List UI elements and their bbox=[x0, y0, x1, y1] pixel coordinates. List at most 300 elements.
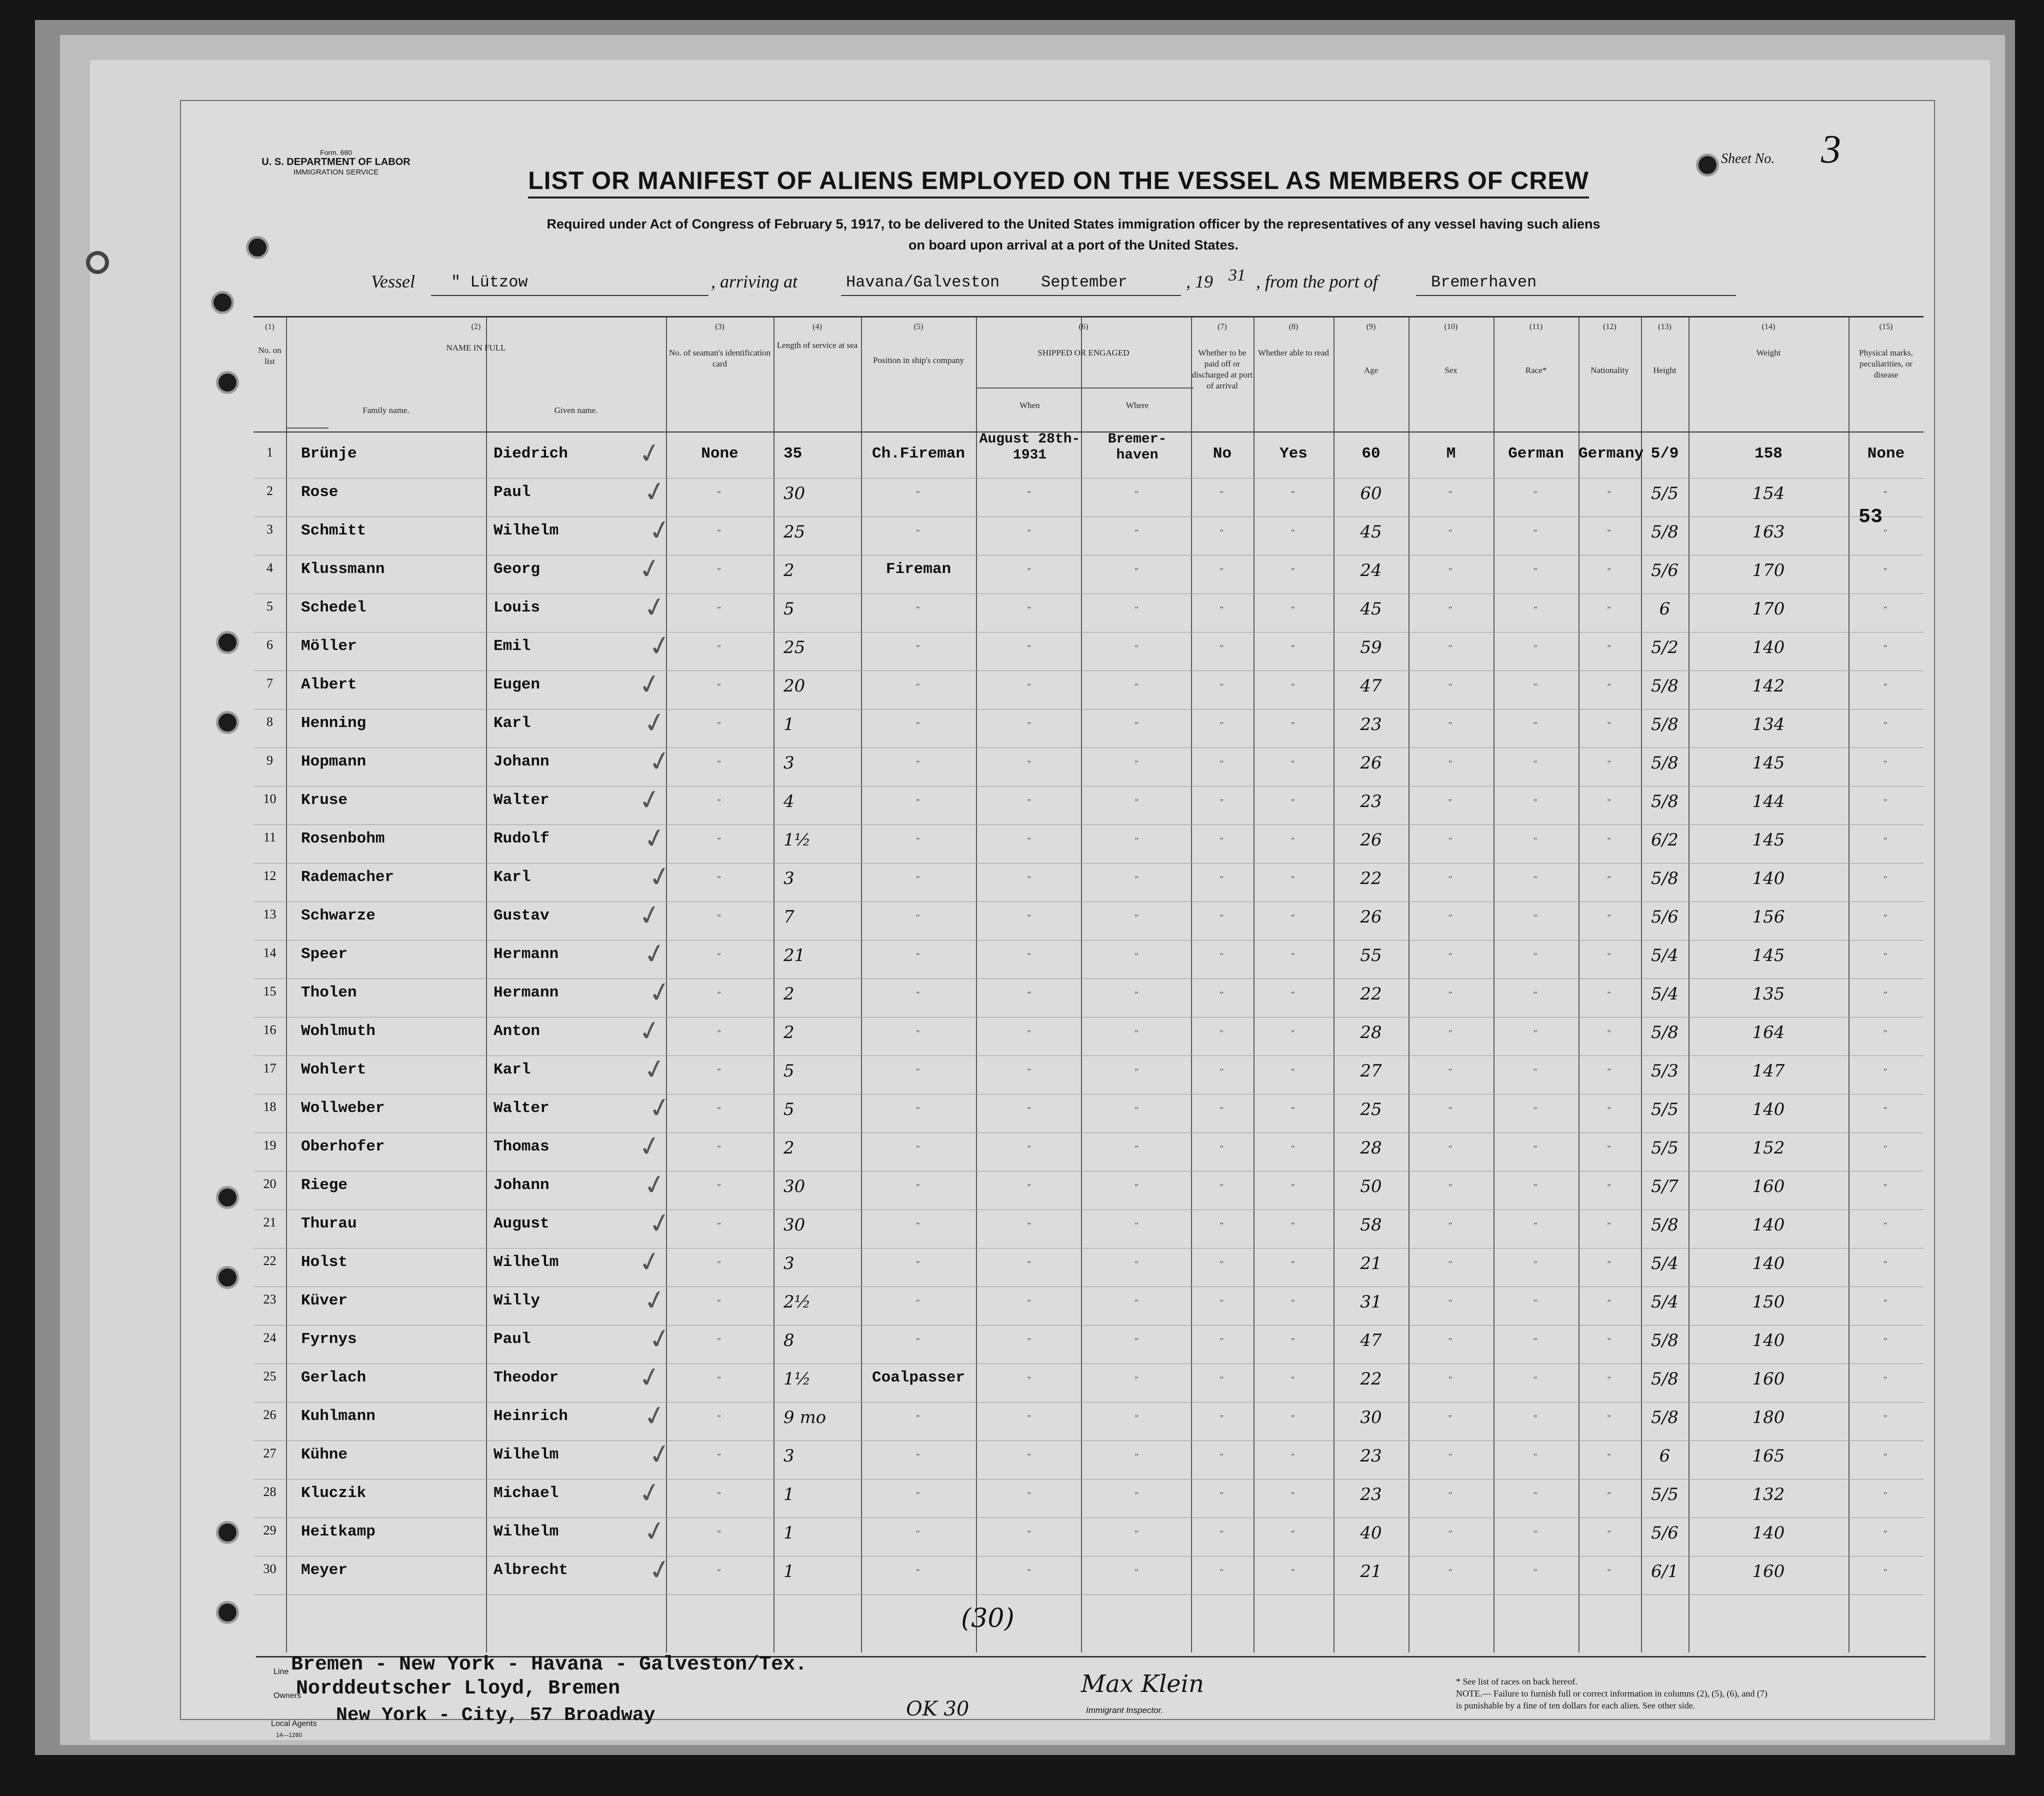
cell-age: 21 bbox=[1360, 1254, 1382, 1274]
cell-length: 3 bbox=[784, 1254, 794, 1274]
table-row-rule bbox=[254, 1440, 1924, 1441]
cell-height: 5/4 bbox=[1651, 1254, 1678, 1274]
ditto-mark: ” bbox=[916, 798, 920, 806]
ditto-mark: ” bbox=[916, 1491, 920, 1500]
cell-age: 47 bbox=[1360, 1330, 1382, 1350]
cell-weight: 160 bbox=[1752, 1176, 1785, 1196]
ditto-mark: ” bbox=[1220, 1029, 1224, 1038]
ditto-mark: ” bbox=[717, 1452, 721, 1461]
ditto-mark: ” bbox=[1220, 1260, 1224, 1268]
ditto-mark: ” bbox=[1534, 644, 1538, 652]
ditto-mark: ” bbox=[1134, 760, 1138, 768]
ditto-mark: ” bbox=[1448, 1376, 1452, 1384]
cell-no: 7 bbox=[266, 676, 273, 690]
cell-height: 5/6 bbox=[1651, 1523, 1678, 1543]
ditto-mark: ” bbox=[916, 490, 920, 498]
table-row-rule bbox=[254, 555, 1924, 556]
cell-weight: 145 bbox=[1752, 753, 1785, 773]
table-row-rule bbox=[254, 978, 1924, 979]
cell-given: Louis bbox=[494, 599, 540, 616]
ditto-mark: ” bbox=[1607, 914, 1611, 922]
ditto-mark: ” bbox=[1027, 798, 1031, 806]
ditto-mark: ” bbox=[1534, 682, 1538, 691]
cell-age: 59 bbox=[1360, 638, 1382, 658]
ditto-mark: ” bbox=[1607, 1414, 1611, 1422]
cell-given: Wilhelm bbox=[494, 1523, 559, 1540]
ditto-mark: ” bbox=[1291, 836, 1295, 845]
cell-height: 5/4 bbox=[1651, 946, 1678, 966]
ditto-mark: ” bbox=[1448, 567, 1452, 576]
ditto-mark: ” bbox=[1220, 952, 1224, 960]
cell-length: 1 bbox=[784, 1562, 794, 1582]
cell-age: 23 bbox=[1360, 1446, 1382, 1466]
ditto-mark: ” bbox=[1220, 1414, 1224, 1422]
sheet-number: 3 bbox=[1821, 128, 1841, 172]
cell-no: 6 bbox=[266, 638, 273, 652]
ditto-mark: ” bbox=[1220, 721, 1224, 730]
cell-length: 2 bbox=[784, 560, 794, 580]
ditto-mark: ” bbox=[1448, 1530, 1452, 1538]
cell-no: 22 bbox=[263, 1254, 276, 1268]
ditto-mark: ” bbox=[1134, 1491, 1138, 1500]
cell-length: 1 bbox=[784, 1523, 794, 1543]
check-mark: ✓ bbox=[646, 628, 674, 664]
ditto-mark: ” bbox=[1607, 567, 1611, 576]
cell-family: Küver bbox=[301, 1292, 348, 1310]
cell-given: Gustav bbox=[494, 907, 550, 924]
header-weight: Weight bbox=[1756, 348, 1781, 358]
punch-hole bbox=[246, 236, 269, 259]
cell-age: 45 bbox=[1360, 522, 1382, 542]
ditto-mark: ” bbox=[916, 760, 920, 768]
cell-height: 5/4 bbox=[1651, 1292, 1678, 1312]
cell-height: 5/5 bbox=[1651, 1138, 1678, 1158]
cell-age: 45 bbox=[1360, 599, 1382, 619]
ditto-mark: ” bbox=[717, 914, 721, 922]
column-divider bbox=[286, 318, 287, 1652]
cell-age: 58 bbox=[1360, 1215, 1382, 1235]
ditto-mark: ” bbox=[1291, 1106, 1295, 1114]
ditto-mark: ” bbox=[1220, 914, 1224, 922]
sheet-label: Sheet No. bbox=[1721, 151, 1775, 166]
ditto-mark: ” bbox=[1448, 952, 1452, 960]
year-prefix: , 19 bbox=[1186, 272, 1213, 292]
column-number: (9) bbox=[1366, 322, 1376, 331]
ditto-mark: ” bbox=[1607, 990, 1611, 999]
check-mark: ✓ bbox=[646, 975, 674, 1010]
cell-age: 22 bbox=[1360, 1369, 1382, 1389]
ditto-mark: ” bbox=[1027, 528, 1031, 537]
ditto-mark: ” bbox=[1027, 721, 1031, 730]
ditto-mark: ” bbox=[1607, 952, 1611, 960]
ditto-mark: ” bbox=[1534, 721, 1538, 730]
cell-height: 5/8 bbox=[1651, 1215, 1678, 1235]
cell-family: Holst bbox=[301, 1254, 348, 1271]
ditto-mark: ” bbox=[1220, 1376, 1224, 1384]
ditto-mark: ” bbox=[717, 1491, 721, 1500]
note-fine-1: NOTE.— Failure to furnish full or correct information in columns (2), (5), (6), and (7) bbox=[1456, 1688, 1768, 1698]
cell-family: Kühne bbox=[301, 1446, 348, 1464]
header-able-read: Whether able to read bbox=[1258, 348, 1330, 358]
ditto-mark: ” bbox=[916, 1337, 920, 1346]
cell-height: 5/8 bbox=[1651, 792, 1678, 812]
ditto-mark: ” bbox=[1134, 836, 1138, 845]
ditto-mark: ” bbox=[1534, 1183, 1538, 1192]
check-mark: ✓ bbox=[646, 1206, 674, 1241]
cell-height: 5/8 bbox=[1651, 868, 1678, 888]
cell-given: Wilhelm bbox=[494, 1254, 559, 1271]
ditto-mark: ” bbox=[1448, 1183, 1452, 1192]
ditto-mark: ” bbox=[916, 836, 920, 845]
header-family-name: Family name. bbox=[362, 406, 410, 415]
ditto-mark: ” bbox=[1607, 798, 1611, 806]
check-mark: ✓ bbox=[636, 436, 664, 471]
ditto-mark: ” bbox=[1448, 914, 1452, 922]
cell-weight: 135 bbox=[1752, 984, 1785, 1004]
header-race: Race* bbox=[1525, 366, 1547, 375]
ditto-mark: ” bbox=[1607, 1106, 1611, 1114]
cell-when: August 28th-1931 bbox=[979, 432, 1080, 463]
ditto-mark: ” bbox=[1027, 1414, 1031, 1422]
cell-height: 5/8 bbox=[1651, 1330, 1678, 1350]
cell-age: 23 bbox=[1360, 792, 1382, 812]
cell-family: Kuhlmann bbox=[301, 1408, 376, 1425]
cell-weight: 145 bbox=[1752, 830, 1785, 850]
owners-label: Owners bbox=[274, 1692, 302, 1700]
cell-age: 21 bbox=[1360, 1562, 1382, 1582]
cell-no: 9 bbox=[266, 753, 273, 768]
ditto-mark: ” bbox=[1291, 606, 1295, 614]
cell-marks: None bbox=[1867, 445, 1905, 462]
ditto-mark: ” bbox=[1134, 490, 1138, 498]
table-row-rule bbox=[254, 1132, 1924, 1133]
ditto-mark: ” bbox=[1884, 875, 1888, 884]
ditto-mark: ” bbox=[1534, 1568, 1538, 1576]
column-number: (12) bbox=[1603, 322, 1616, 331]
cell-length: 5 bbox=[784, 1100, 794, 1120]
footer bbox=[256, 1654, 1926, 1738]
cell-position: Coalpasser bbox=[872, 1369, 966, 1386]
column-divider bbox=[1848, 318, 1850, 1652]
subtitle-line-2: on board upon arrival at a port of the United States. bbox=[908, 238, 1239, 252]
cell-family: Hopmann bbox=[301, 753, 366, 770]
ditto-mark: ” bbox=[1027, 836, 1031, 845]
ditto-mark: ” bbox=[1134, 721, 1138, 730]
note-fine-2: is punishable by a fine of ten dollars for each alien. See other side. bbox=[1456, 1700, 1696, 1710]
cell-weight: 164 bbox=[1752, 1022, 1785, 1042]
cell-length: 8 bbox=[784, 1330, 794, 1350]
ditto-mark: ” bbox=[1134, 1337, 1138, 1346]
ditto-mark: ” bbox=[1134, 1144, 1138, 1153]
cell-length: 1½ bbox=[784, 1369, 811, 1389]
cell-length: 2 bbox=[784, 1022, 794, 1042]
ditto-mark: ” bbox=[1027, 606, 1031, 614]
cell-no: 10 bbox=[263, 792, 276, 806]
cell-nat: Germany bbox=[1578, 445, 1644, 462]
ditto-mark: ” bbox=[916, 1414, 920, 1422]
ditto-mark: ” bbox=[717, 1260, 721, 1268]
column-number: (11) bbox=[1529, 322, 1543, 331]
ditto-mark: ” bbox=[1884, 528, 1888, 537]
ditto-mark: ” bbox=[1448, 606, 1452, 614]
cell-age: 47 bbox=[1360, 676, 1382, 696]
ditto-mark: ” bbox=[1607, 528, 1611, 537]
ditto-mark: ” bbox=[1607, 1491, 1611, 1500]
table-row-rule bbox=[254, 863, 1924, 864]
ditto-mark: ” bbox=[916, 1029, 920, 1038]
cell-height: 5/3 bbox=[1651, 1061, 1678, 1081]
ditto-mark: ” bbox=[1534, 1452, 1538, 1461]
punch-hole bbox=[216, 1186, 239, 1209]
table-row-rule bbox=[254, 516, 1924, 517]
ditto-mark: ” bbox=[717, 644, 721, 652]
ditto-mark: ” bbox=[1220, 1491, 1224, 1500]
column-number: (14) bbox=[1762, 322, 1776, 331]
ditto-mark: ” bbox=[1607, 875, 1611, 884]
cell-given: Wilhelm bbox=[494, 522, 559, 540]
ditto-mark: ” bbox=[1884, 952, 1888, 960]
ditto-mark: ” bbox=[1220, 606, 1224, 614]
cell-given: Willy bbox=[494, 1292, 540, 1310]
ditto-mark: ” bbox=[1884, 1568, 1888, 1576]
ditto-mark: ” bbox=[1291, 528, 1295, 537]
ditto-mark: ” bbox=[717, 1530, 721, 1538]
column-number: (3) bbox=[715, 322, 724, 331]
cell-length: 4 bbox=[784, 792, 794, 812]
ditto-mark: ” bbox=[1607, 1568, 1611, 1576]
ditto-mark: ” bbox=[1291, 990, 1295, 999]
ditto-mark: ” bbox=[916, 721, 920, 730]
cell-height: 5/8 bbox=[1651, 1369, 1678, 1389]
cell-age: 26 bbox=[1360, 753, 1382, 773]
cell-card: None bbox=[701, 445, 738, 462]
header-marks: Physical marks, peculiarities, or disease bbox=[1859, 348, 1913, 380]
subtitle-line-1: Required under Act of Congress of February 5, 1917, to be delivered to the United States immigration officer by the representatives of any vessel having such aliens bbox=[546, 216, 1600, 232]
cell-family: Klussmann bbox=[301, 560, 385, 578]
ditto-mark: ” bbox=[1448, 528, 1452, 537]
ditto-mark: ” bbox=[916, 1568, 920, 1576]
ditto-mark: ” bbox=[916, 1452, 920, 1461]
ditto-mark: ” bbox=[1607, 1376, 1611, 1384]
check-mark: ✓ bbox=[640, 1052, 670, 1087]
cell-height: 6 bbox=[1659, 1446, 1670, 1466]
footnotes bbox=[1456, 1676, 1926, 1712]
cell-no: 2 bbox=[266, 484, 273, 498]
cell-weight: 160 bbox=[1752, 1562, 1785, 1582]
ditto-mark: ” bbox=[1027, 1298, 1031, 1307]
cell-given: Johann bbox=[494, 1176, 550, 1194]
ditto-mark: ” bbox=[916, 1144, 920, 1153]
ditto-mark: ” bbox=[1134, 1452, 1138, 1461]
ditto-mark: ” bbox=[1220, 1222, 1224, 1230]
ditto-mark: ” bbox=[1534, 836, 1538, 845]
cell-height: 5/7 bbox=[1651, 1176, 1678, 1196]
check-mark: ✓ bbox=[640, 1398, 670, 1434]
ditto-mark: ” bbox=[1291, 1376, 1295, 1384]
ditto-mark: ” bbox=[1027, 1222, 1031, 1230]
ditto-mark: ” bbox=[717, 760, 721, 768]
ditto-mark: ” bbox=[1884, 644, 1888, 652]
ditto-mark: ” bbox=[1448, 1222, 1452, 1230]
ditto-mark: ” bbox=[1448, 990, 1452, 999]
cell-height: 5/8 bbox=[1651, 522, 1678, 542]
ditto-mark: ” bbox=[717, 1106, 721, 1114]
cell-family: Rademacher bbox=[301, 868, 394, 886]
cell-age: 27 bbox=[1360, 1061, 1382, 1081]
ditto-mark: ” bbox=[1448, 490, 1452, 498]
cell-height: 6 bbox=[1659, 599, 1670, 619]
ditto-mark: ” bbox=[1027, 1029, 1031, 1038]
table-row-rule bbox=[254, 1171, 1924, 1172]
cell-no: 30 bbox=[263, 1562, 276, 1576]
check-mark: ✓ bbox=[646, 513, 674, 548]
cell-age: 24 bbox=[1360, 560, 1382, 580]
ditto-mark: ” bbox=[1607, 1298, 1611, 1307]
ditto-mark: ” bbox=[1027, 1568, 1031, 1576]
ditto-mark: ” bbox=[1134, 1183, 1138, 1192]
ditto-mark: ” bbox=[1448, 1337, 1452, 1346]
column-number: (4) bbox=[812, 322, 822, 331]
page-title bbox=[181, 166, 1936, 195]
cell-age: 28 bbox=[1360, 1022, 1382, 1042]
ditto-mark: ” bbox=[1448, 1452, 1452, 1461]
cell-family: Möller bbox=[301, 638, 357, 655]
ditto-mark: ” bbox=[916, 528, 920, 537]
ditto-mark: ” bbox=[1884, 721, 1888, 730]
cell-no: 5 bbox=[266, 599, 273, 614]
check-mark: ✓ bbox=[636, 782, 664, 818]
ditto-mark: ” bbox=[1534, 990, 1538, 999]
ditto-mark: ” bbox=[1220, 990, 1224, 999]
ditto-mark: ” bbox=[1134, 875, 1138, 884]
ditto-mark: ” bbox=[1027, 1376, 1031, 1384]
cell-age: 31 bbox=[1360, 1292, 1382, 1312]
cell-weight: 134 bbox=[1752, 714, 1785, 734]
ditto-mark: ” bbox=[1534, 567, 1538, 576]
agents-label: Local Agents bbox=[271, 1720, 317, 1728]
header-length: Length of service at sea bbox=[776, 340, 858, 350]
ditto-mark: ” bbox=[1607, 644, 1611, 652]
header-given-name: Given name. bbox=[554, 406, 598, 415]
ditto-mark: ” bbox=[1448, 682, 1452, 691]
ditto-mark: ” bbox=[916, 990, 920, 999]
cell-position: Fireman bbox=[886, 560, 952, 578]
ditto-mark: ” bbox=[1534, 1260, 1538, 1268]
check-mark: ✓ bbox=[640, 706, 670, 740]
table-row-rule bbox=[254, 670, 1924, 671]
cell-given: Wilhelm bbox=[494, 1446, 559, 1464]
cell-weight: 156 bbox=[1752, 907, 1785, 927]
ditto-mark: ” bbox=[717, 1183, 721, 1192]
ditto-mark: ” bbox=[717, 1029, 721, 1038]
cell-height: 5/8 bbox=[1651, 714, 1678, 734]
margin-mark: 53 bbox=[1858, 506, 1883, 528]
ditto-mark: ” bbox=[1134, 606, 1138, 614]
ditto-mark: ” bbox=[1291, 1260, 1295, 1268]
cell-height: 5/4 bbox=[1651, 984, 1678, 1004]
cell-age: 23 bbox=[1360, 714, 1382, 734]
header-position: Position in ship's company bbox=[872, 356, 964, 365]
ditto-mark: ” bbox=[717, 721, 721, 730]
ditto-mark: ” bbox=[717, 528, 721, 537]
cell-given: Paul bbox=[494, 484, 531, 501]
ditto-mark: ” bbox=[1884, 914, 1888, 922]
ditto-mark: ” bbox=[1027, 1106, 1031, 1114]
ditto-mark: ” bbox=[1291, 952, 1295, 960]
ditto-mark: ” bbox=[1448, 1068, 1452, 1076]
cell-age: 26 bbox=[1360, 830, 1382, 850]
ditto-mark: ” bbox=[1607, 1337, 1611, 1346]
ditto-mark: ” bbox=[1448, 1414, 1452, 1422]
punch-hole bbox=[216, 1601, 239, 1624]
check-mark: ✓ bbox=[636, 898, 664, 933]
cell-family: Schmitt bbox=[301, 522, 366, 540]
check-mark: ✓ bbox=[646, 1322, 674, 1356]
cell-height: 5/8 bbox=[1651, 1408, 1678, 1428]
cell-length: 25 bbox=[784, 522, 806, 542]
cell-no: 29 bbox=[263, 1523, 276, 1538]
cell-weight: 160 bbox=[1752, 1369, 1785, 1389]
ditto-mark: ” bbox=[1134, 798, 1138, 806]
cell-family: Speer bbox=[301, 946, 348, 963]
cell-weight: 145 bbox=[1752, 946, 1785, 966]
ditto-mark: ” bbox=[1291, 1029, 1295, 1038]
ditto-mark: ” bbox=[1220, 528, 1224, 537]
ditto-mark: ” bbox=[1027, 1144, 1031, 1153]
cell-weight: 140 bbox=[1752, 1523, 1785, 1543]
inspector-label: Immigrant Inspector. bbox=[1086, 1706, 1164, 1715]
ditto-mark: ” bbox=[1607, 1260, 1611, 1268]
cell-weight: 144 bbox=[1752, 792, 1785, 812]
ditto-mark: ” bbox=[1607, 1530, 1611, 1538]
ditto-mark: ” bbox=[1884, 1144, 1888, 1153]
cell-family: Wohlert bbox=[301, 1061, 366, 1078]
punch-hole bbox=[216, 1266, 239, 1289]
cell-length: 35 bbox=[784, 445, 802, 462]
cell-given: Paul bbox=[494, 1330, 531, 1348]
ditto-mark: ” bbox=[1607, 682, 1611, 691]
cell-given: Thomas bbox=[494, 1138, 550, 1156]
ditto-mark: ” bbox=[1134, 1568, 1138, 1576]
ditto-mark: ” bbox=[1884, 682, 1888, 691]
cell-given: Walter bbox=[494, 1100, 550, 1117]
cell-weight: 132 bbox=[1752, 1484, 1785, 1504]
owners-value: Norddeutscher Lloyd, Bremen bbox=[296, 1678, 620, 1700]
ditto-mark: ” bbox=[1134, 952, 1138, 960]
ditto-mark: ” bbox=[1134, 1106, 1138, 1114]
check-mark: ✓ bbox=[640, 821, 670, 856]
department: U. S. DEPARTMENT OF LABOR bbox=[262, 156, 410, 168]
cell-age: 23 bbox=[1360, 1484, 1382, 1504]
ditto-mark: ” bbox=[1027, 952, 1031, 960]
ditto-mark: ” bbox=[1534, 914, 1538, 922]
table-row-rule bbox=[254, 1479, 1924, 1480]
ditto-mark: ” bbox=[1607, 760, 1611, 768]
cell-no: 19 bbox=[263, 1138, 276, 1152]
cell-no: 18 bbox=[263, 1100, 276, 1114]
ditto-mark: ” bbox=[1884, 1530, 1888, 1538]
cell-length: 1½ bbox=[784, 830, 811, 850]
cell-family: Wohlmuth bbox=[301, 1022, 376, 1040]
cell-family: Heitkamp bbox=[301, 1523, 376, 1540]
check-mark: ✓ bbox=[640, 1514, 670, 1549]
cell-no: 24 bbox=[263, 1330, 276, 1345]
ditto-mark: ” bbox=[1220, 1452, 1224, 1461]
ditto-mark: ” bbox=[1220, 836, 1224, 845]
cell-family: Riege bbox=[301, 1176, 348, 1194]
cell-length: 5 bbox=[784, 1061, 794, 1081]
check-mark: ✓ bbox=[640, 936, 670, 972]
